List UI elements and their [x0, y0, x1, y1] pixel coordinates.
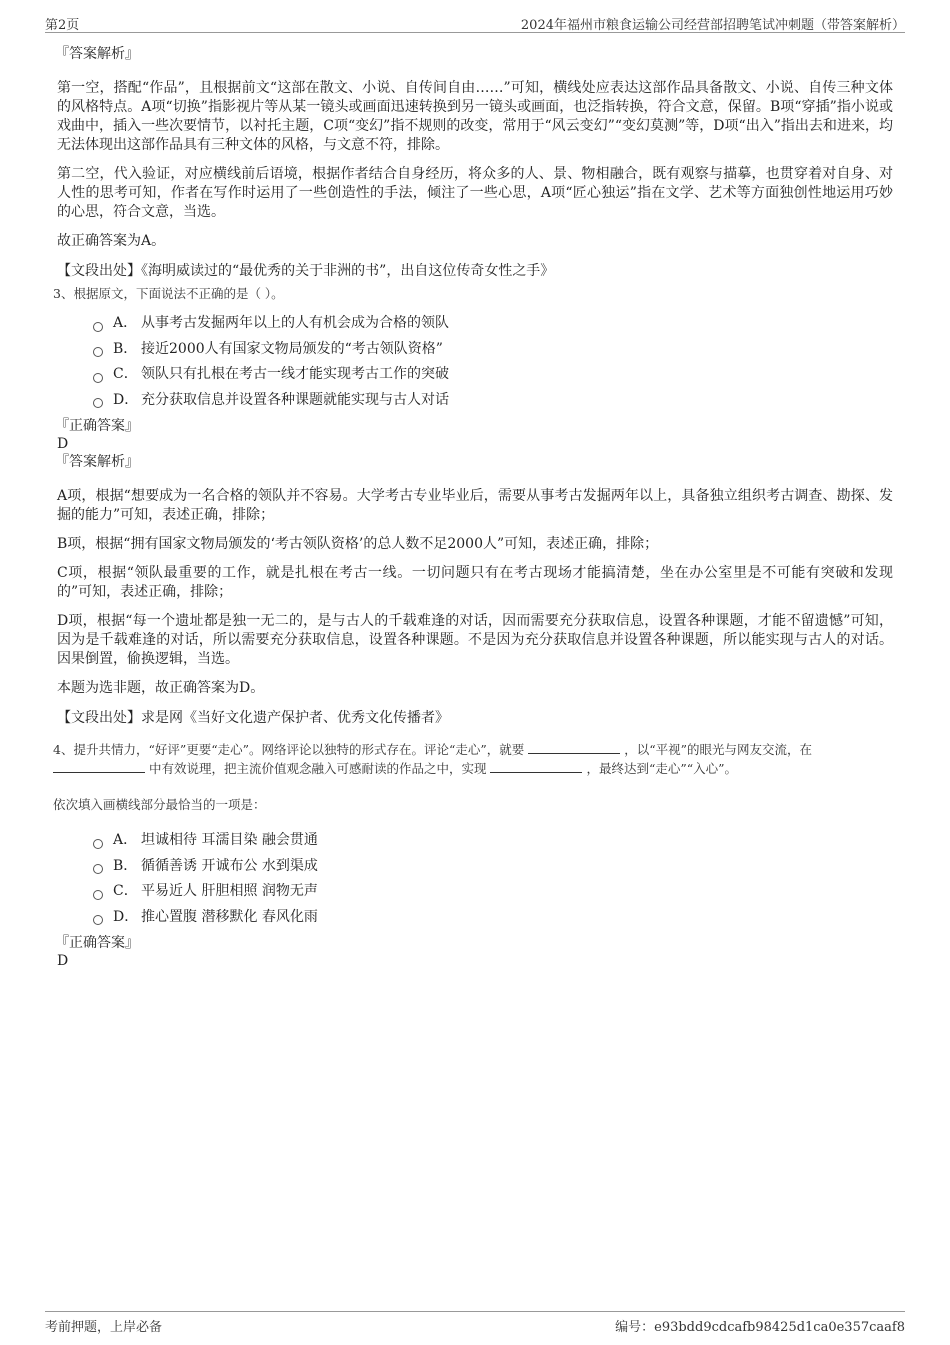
- option-letter: D．: [113, 908, 139, 925]
- analysis-label: 『答案解析』: [55, 46, 139, 62]
- question-instruction: 依次填入画横线部分最恰当的一项是：: [53, 797, 266, 812]
- option-text: 循循善诱 开诚布公 水到渠成: [141, 857, 318, 874]
- option-letter: D．: [113, 391, 139, 408]
- option-letter: A．: [113, 832, 138, 849]
- stem-text: 4、提升共情力，“好评”更要“走心”。网络评论以独特的形式存在。评论“走心”，就要: [53, 742, 525, 757]
- answer-blank: [490, 760, 582, 773]
- radio-button[interactable]: [93, 398, 103, 408]
- option-text: 领队只有扎根在考古一线才能实现考古工作的突破: [141, 366, 449, 383]
- option-letter: C．: [113, 366, 138, 383]
- option-text: 充分获取信息并设置各种课题就能实现与古人对话: [141, 391, 449, 408]
- option-a[interactable]: [93, 828, 893, 854]
- option-text: 从事考古发掘两年以上的人有机会成为合格的领队: [141, 315, 449, 332]
- radio-button[interactable]: [93, 864, 103, 874]
- option-d[interactable]: [93, 388, 893, 414]
- option-c[interactable]: [93, 879, 893, 905]
- page-content: [53, 44, 893, 970]
- correct-answer-label: 『正确答案』: [55, 935, 139, 951]
- radio-button[interactable]: [93, 915, 103, 925]
- option-list: [93, 828, 893, 930]
- option-letter: A．: [113, 315, 138, 332]
- analysis-paragraph: 故正确答案为A。: [57, 233, 166, 249]
- correct-answer: D: [57, 953, 69, 969]
- option-letter: B．: [113, 340, 138, 357]
- correct-answer-label: 『正确答案』: [55, 418, 139, 434]
- page-header: [45, 10, 905, 33]
- answer-blank: [528, 741, 620, 754]
- correct-answer: D: [57, 436, 69, 452]
- source-note: 【文段出处】《海明威读过的“最优秀的关于非洲的书”，出自这位传奇女性之手》: [57, 263, 555, 279]
- source-note: 【文段出处】求是网《当好文化遗产保护者、优秀文化传播者》: [57, 710, 449, 726]
- page-number: 第2页: [45, 18, 80, 33]
- analysis-paragraph: 第一空，搭配“作品”，且根据前文“这部在散文、小说、自传间自由……”可知，横线处应表达这部作品具备散文、小说、自传三种文体的风格特点。A项“切换”指影视片等从某一镜头或画面迅速转换到另一镜头或画面，也泛指转换，符合文意，保留。B项“穿插”指小说或戏曲中，插入一些次要情节，以衬托主题，C项“变幻”指不规则的改变，常用于“风云变幻”“变幻莫测”等，D项“出入”指出去和进来，均无法体现出这部作品具有三种文体的风格，与文意不符，排除。: [57, 80, 893, 153]
- question-stem: [53, 740, 893, 778]
- radio-button[interactable]: [93, 322, 103, 332]
- document-code: 编号：e93bdd9cdcafb98425d1ca0e357caaf8: [615, 1320, 905, 1335]
- document-title: 2024年福州市粮食运输公司经营部招聘笔试冲刺题（带答案解析）: [520, 18, 905, 33]
- option-c[interactable]: [93, 362, 893, 388]
- option-list: [93, 311, 893, 413]
- option-b[interactable]: [93, 337, 893, 363]
- option-a[interactable]: [93, 311, 893, 337]
- question-stem: 3、根据原文，下面说法不正确的是（ ）。: [53, 286, 284, 301]
- analysis-paragraph: C项，根据“领队最重要的工作，就是扎根在考古一线。一切问题只有在考古现场才能搞清楚，坐在办公室里是不可能有突破和发现的”可知，表述正确，排除；: [57, 565, 893, 600]
- radio-button[interactable]: [93, 347, 103, 357]
- radio-button[interactable]: [93, 373, 103, 383]
- analysis-paragraph: A项，根据“想要成为一名合格的领队并不容易。大学考古专业毕业后，需要从事考古发掘两年以上，具备独立组织考古调查、勘探、发掘的能力”可知，表述正确，排除；: [57, 488, 893, 523]
- option-letter: B．: [113, 857, 138, 874]
- stem-text: ，最终达到“走心”“入心”。: [586, 761, 738, 776]
- option-text: 坦诚相待 耳濡目染 融会贯通: [141, 832, 318, 849]
- analysis-paragraph: D项，根据“每一个遗址都是独一无二的，是与古人的千载难逢的对话，因而需要充分获取信息，设置各种课题，才能不留遗憾”可知，因为是千载难逢的对话，所以需要充分获取信息，设置各种课题。不是因为充分获取信息并设置各种课题，所以能实现与古人的对话。因果倒置，偷换逻辑，当选。: [57, 613, 893, 667]
- answer-blank: [53, 760, 145, 773]
- option-d[interactable]: [93, 905, 893, 931]
- analysis-paragraph: 第二空，代入验证，对应横线前后语境，根据作者结合自身经历，将众多的人、景、物相融合，既有观察与描摹，也贯穿着对自身、对人性的思考可知，作者在写作时运用了一些创造性的手法，倾注了一些心思，A项“匠心独运”指在文学、艺术等方面独创性地运用巧妙的心思，符合文意，当选。: [57, 166, 893, 220]
- radio-button[interactable]: [93, 890, 103, 900]
- option-text: 推心置腹 潜移默化 春风化雨: [141, 908, 318, 925]
- page-footer: [45, 1311, 905, 1334]
- analysis-label: 『答案解析』: [55, 454, 139, 470]
- option-text: 平易近人 肝胆相照 润物无声: [141, 883, 318, 900]
- footer-slogan: 考前押题，上岸必备: [45, 1320, 163, 1335]
- stem-text: ，以“平视”的眼光与网友交流，在: [624, 742, 813, 757]
- analysis-paragraph: B项，根据“拥有国家文物局颁发的‘考古领队资格’的总人数不足2000人”可知，表述正确，排除；: [57, 536, 659, 552]
- stem-text: 中有效说理，把主流价值观念融入可感耐读的作品之中，实现: [148, 761, 487, 776]
- option-letter: C．: [113, 883, 138, 900]
- analysis-paragraph: 本题为选非题，故正确答案为D。: [57, 680, 265, 696]
- option-b[interactable]: [93, 854, 893, 880]
- option-text: 接近2000人有国家文物局颁发的“考古领队资格”: [141, 340, 443, 357]
- radio-button[interactable]: [93, 839, 103, 849]
